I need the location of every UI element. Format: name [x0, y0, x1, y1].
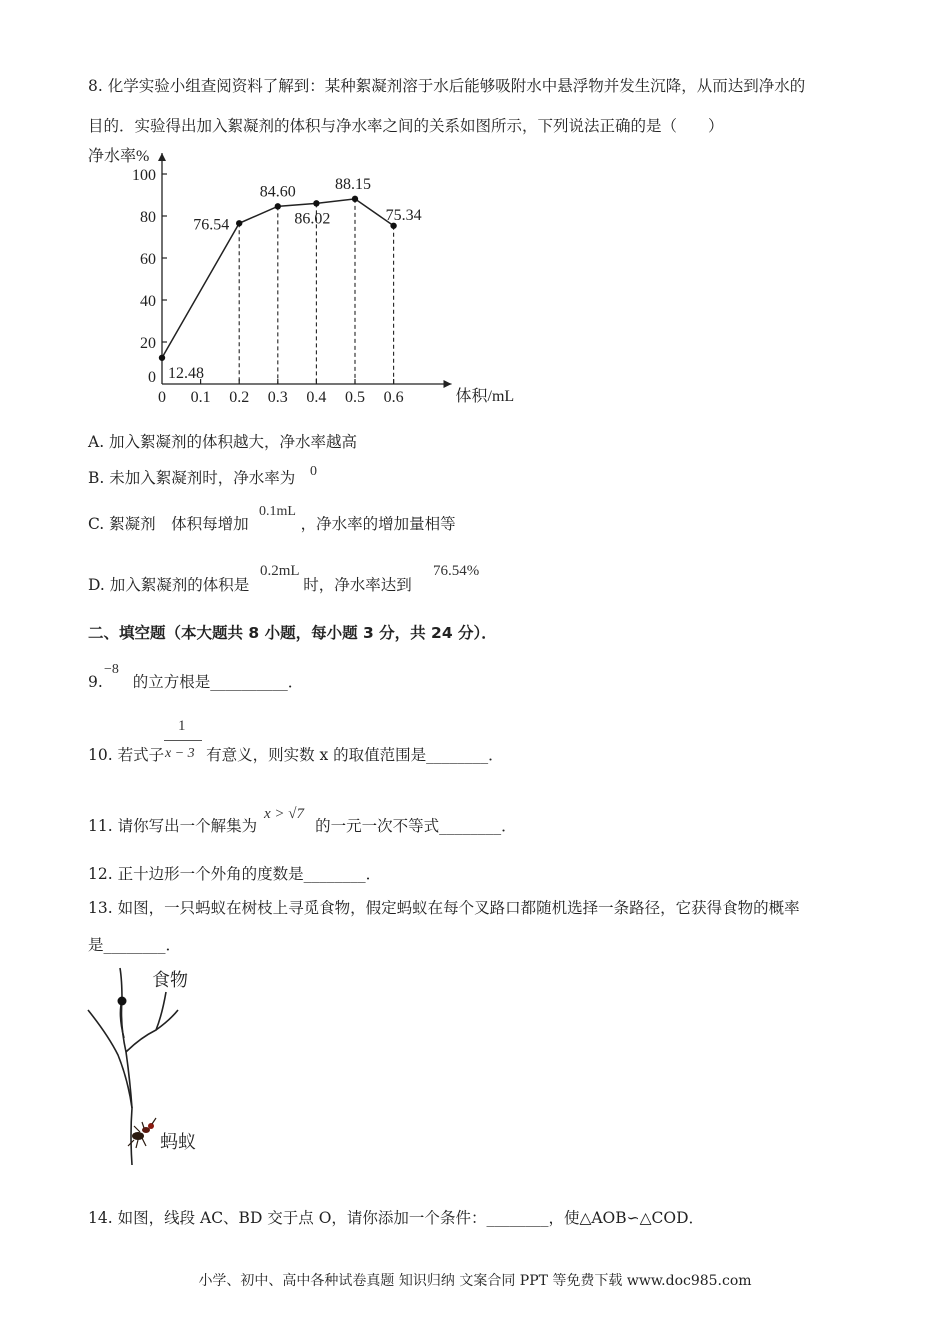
x-tick-label: 0.5: [345, 389, 365, 406]
q9: [88, 672, 303, 692]
data-label: 75.34: [385, 206, 422, 224]
ant-icon: [128, 1118, 156, 1148]
q8-option-c-post: ，净水率的增加量相等: [300, 515, 456, 533]
q14: 14. 如图，线段 AC、BD 交于点 O，请你添加一个条件：________，使△AOB∽△COD．: [88, 1209, 705, 1227]
y-tick-label: 20: [140, 335, 156, 352]
q8-option-d-math2: 76.54%: [433, 563, 480, 579]
ant-label: 蚂蚁: [160, 1132, 196, 1153]
x-tick-label: 0.1: [190, 389, 211, 406]
q8-option-a: A. 加入絮凝剂的体积越大，净水率越高: [88, 433, 358, 451]
x-axis-arrow: [444, 380, 452, 388]
tree-branch-middle: [120, 968, 132, 1108]
q10-pre: 10. 若式子: [88, 746, 165, 764]
q13-line2: 是________．: [88, 936, 182, 954]
x-tick-label: 0.2: [229, 389, 250, 406]
q8-option-c-pre: C. 絮凝剂 体积每增加: [88, 515, 249, 533]
q8-option-c-math: 0.1mL: [259, 504, 296, 519]
data-point: [159, 355, 165, 361]
y-tick-label: 100: [132, 167, 156, 184]
data-label: 84.60: [259, 183, 296, 201]
q8-option-d-mid: 时，净水率达到: [303, 576, 412, 594]
q10-fraction-denominator: x − 3: [165, 746, 195, 761]
q9-text: 的立方根是__________．: [132, 673, 304, 691]
q8-option-d-pre: D. 加入絮凝剂的体积是: [88, 576, 250, 594]
q12: 12. 正十边形一个外角的度数是________．: [88, 865, 382, 883]
q11-math: x > √7: [264, 806, 305, 822]
q8-option-b: [88, 468, 295, 488]
food-label: 食物: [152, 970, 188, 991]
ant-tree-diagram: [80, 960, 240, 1170]
q8-text-line1: 8. 化学实验小组查阅资料了解到：某种絮凝剂溶于水后能够吸附水中悬浮物并发生沉降，从而达到净水的: [88, 77, 806, 95]
q8-option-b-math: 0: [310, 464, 317, 479]
x-tick-label: 0.3: [267, 389, 288, 406]
q10-fraction-numerator: 1: [178, 718, 186, 734]
water-purification-chart: [80, 140, 515, 410]
y-axis-title: 净水率%: [88, 148, 150, 165]
data-point: [275, 203, 281, 209]
q10-post: 有意义，则实数 x 的取值范围是________．: [206, 746, 504, 764]
q10-fraction-bar: [164, 740, 202, 741]
food-dot: [118, 997, 127, 1006]
y-tick-label: 0: [148, 369, 156, 386]
y-axis-arrow: [158, 153, 166, 161]
q9-number: 9.: [88, 673, 103, 691]
tree-trunk: [88, 1010, 132, 1165]
q11-post: 的一元一次不等式________．: [315, 817, 517, 835]
x-tick-label: 0.6: [383, 389, 404, 406]
y-tick-label: 80: [140, 209, 156, 226]
q8-text-line2: 目的．实验得出加入絮凝剂的体积与净水率之间的关系如图所示，下列说法正确的是（ ）: [88, 117, 724, 135]
data-label: 86.02: [294, 210, 331, 228]
data-label: 88.15: [335, 175, 371, 193]
q10: [88, 745, 504, 765]
x-axis-title: 体积/mL: [455, 388, 515, 405]
data-label: 76.54: [193, 216, 230, 234]
q13-line1: 13. 如图，一只蚂蚁在树枝上寻觅食物，假定蚂蚁在每个叉路口都随机选择一条路径，它获得食物的概率: [88, 899, 800, 917]
q8-option-b-text: B. 未加入絮凝剂时，净水率为: [88, 469, 296, 487]
x-tick-label: 0.4: [306, 389, 327, 406]
q9-math: −8: [104, 662, 119, 677]
data-label: 12.48: [168, 364, 204, 382]
q8-option-d: [88, 575, 412, 595]
y-tick-label: 40: [140, 293, 156, 310]
q8-option-d-math1: 0.2mL: [260, 563, 300, 579]
q11-pre: 11. 请你写出一个解集为: [88, 817, 258, 835]
page-footer: 小学、初中、高中各种试卷真题 知识归纳 文案合同 PPT 等免费下载 www.doc985.com: [198, 1273, 752, 1289]
data-point: [313, 200, 319, 206]
data-point: [352, 196, 358, 202]
tree-branch-right-fork: [126, 992, 166, 1052]
y-tick-label: 60: [140, 251, 156, 268]
section-2-heading: 二、填空题（本大题共 8 小题，每小题 3 分，共 24 分）．: [88, 624, 497, 642]
x-tick-label: 0: [158, 389, 166, 406]
data-point: [236, 220, 242, 226]
